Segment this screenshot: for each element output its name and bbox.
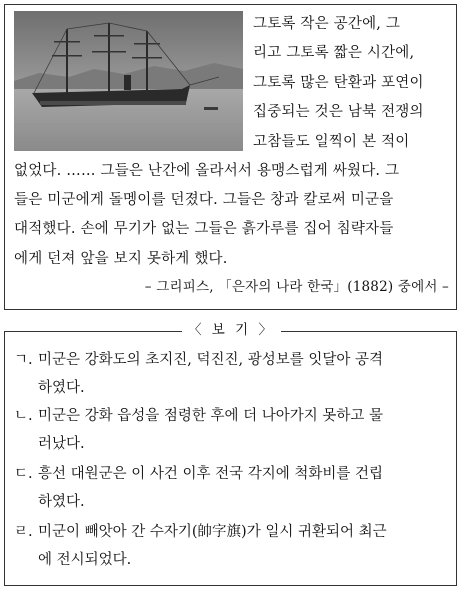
passage-line-5: 고참들도 일찍이 본 적이 — [253, 134, 410, 150]
boki-item-3-line-1: 흥선 대원군은 이 사건 이후 전국 각지에 척화비를 건립 — [38, 466, 384, 482]
passage-line-1: 그토록 작은 공간에, 그 — [253, 16, 401, 32]
boki-title-text: 〈 보 기 〉 — [182, 322, 281, 338]
passage-source: – 그리피스, 「은자의 나라 한국」(1882) 중에서 – — [144, 279, 449, 295]
boki-item-label-3: ㄷ. — [14, 466, 33, 482]
warship-photo — [14, 11, 243, 151]
boki-item-2-line-1: 미군은 강화 읍성을 점령한 후에 더 나아가지 못하고 물 — [38, 408, 384, 424]
passage-line-4: 집중되는 것은 남북 전쟁의 — [253, 104, 424, 120]
passage-line-7: 들은 미군에게 돌멩이를 던졌다. 그들은 창과 칼로써 미군을 — [14, 192, 394, 208]
boki-item-label-4: ㄹ. — [14, 524, 33, 540]
boki-title — [0, 320, 463, 340]
passage-line-3: 그토록 많은 탄환과 포연이 — [253, 75, 424, 91]
passage-line-6: 없었다. …… 그들은 난간에 올라서서 용맹스럽게 싸웠다. 그 — [14, 163, 400, 179]
passage-line-9: 에게 던져 앞을 보지 못하게 했다. — [14, 251, 228, 267]
boki-item-4-line-2: 에 전시되었다. — [38, 552, 132, 568]
boki-item-4-line-1: 미군이 빼앗아 간 수자기(帥字旗)가 일시 귀환되어 최근 — [38, 524, 387, 540]
boki-item-1-line-1: 미군은 강화도의 초지진, 덕진진, 광성보를 잇달아 공격 — [38, 352, 384, 368]
warship-photo-image — [14, 11, 243, 151]
boki-item-label-1: ㄱ. — [14, 352, 33, 368]
boki-item-label-2: ㄴ. — [14, 408, 33, 424]
boki-item-3-line-2: 하였다. — [38, 494, 85, 510]
passage-line-2: 리고 그토록 짧은 시간에, — [253, 45, 415, 61]
boki-item-1-line-2: 하였다. — [38, 380, 85, 396]
boki-item-2-line-2: 러났다. — [38, 436, 85, 452]
passage-line-8: 대적했다. 손에 무기가 없는 그들은 흙가루를 집어 침략자들 — [14, 221, 394, 237]
